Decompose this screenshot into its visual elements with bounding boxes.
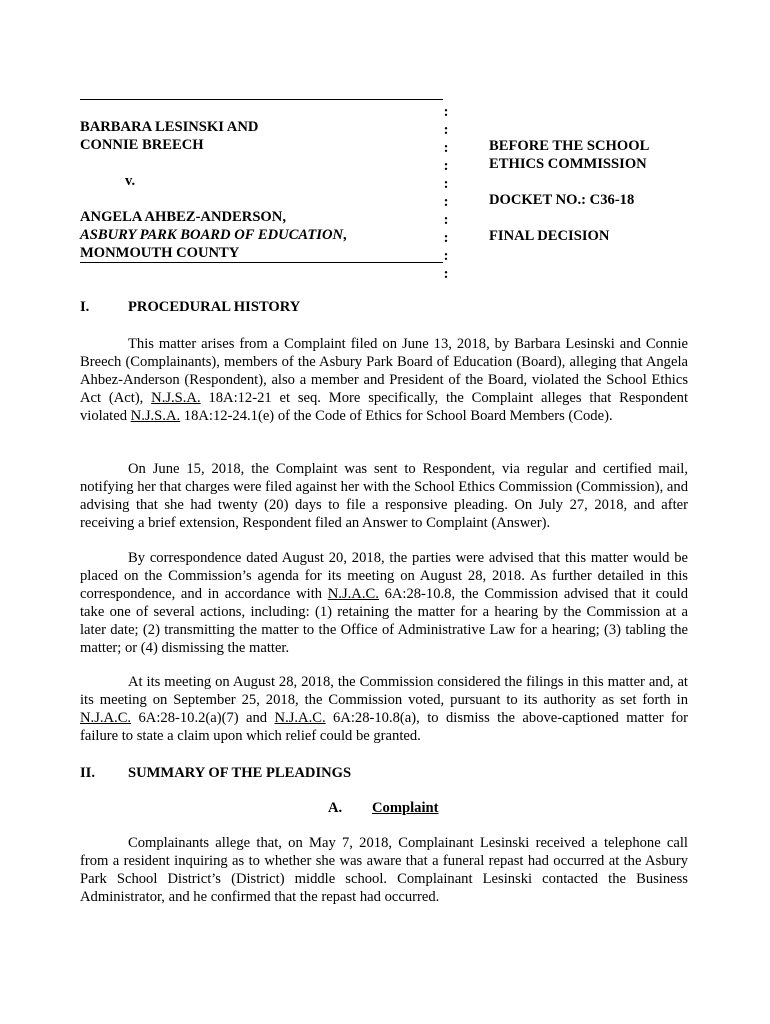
colon: : (443, 140, 449, 156)
respondent-name: ANGELA AHBEZ-ANDERSON, (80, 209, 286, 225)
citation: N.J.A.C. (327, 586, 379, 602)
docket-number: DOCKET NO.: C36-18 (489, 192, 635, 208)
paragraph-5 (80, 834, 688, 906)
complainant-line-1: BARBARA LESINSKI AND (80, 119, 259, 135)
paragraph-text: 6A:28-10.2(a)(7) and (131, 710, 275, 726)
respondent-county: MONMOUTH COUNTY (80, 245, 240, 261)
paragraph-3 (80, 549, 688, 657)
colon: : (443, 122, 449, 138)
citation: N.J.A.C. (80, 710, 132, 726)
paragraph-text: This matter arises from a Complaint filed on June 13, 2018, by Barbara Lesinski and Connie Breech (Complainants), members of the Asbury Park Board of Education (Board), alleging that Angela Ahbez-Anderson (Respondent), also a member and President of the Board, violated the School Ethics Act (Act), (80, 336, 688, 406)
colon: : (443, 104, 449, 120)
section-title: PROCEDURAL HISTORY (128, 299, 301, 315)
respondent-board-line (80, 226, 443, 244)
caption-parties (80, 99, 443, 263)
colon: : (443, 194, 449, 210)
colon: : (443, 248, 449, 264)
caption-tribunal (489, 137, 719, 245)
paragraph-text: At its meeting on August 28, 2018, the Commission considered the filings in this matter and, at its meeting on September 25, 2018, the Commission voted, pursuant to its authority as set forth in (80, 674, 688, 708)
paragraph-text: 6A:28-10.8(a), to dismiss the above-captioned matter for failure to state a claim upon which relief could be granted. (80, 710, 688, 744)
section-heading-procedural-history (80, 298, 300, 316)
tribunal-line-2: ETHICS COMMISSION (489, 156, 647, 172)
citation: N.J.S.A. (151, 390, 201, 406)
decision-type: FINAL DECISION (489, 228, 610, 244)
respondent-board: ASBURY PARK BOARD OF EDUCATION (80, 227, 344, 243)
paragraph-text: On June 15, 2018, the Complaint was sent to Respondent, via regular and certified mail, notifying her that charges were filed against her with the School Ethics Commission (Commission), and advising that she had twenty (20) days to file a responsive pleading. On July 27, 2018, and after receiving a brief extension, Respondent filed an Answer to Complaint (Answer). (80, 461, 688, 531)
section-number: I. (80, 299, 90, 315)
section-heading-summary-pleadings (80, 764, 351, 782)
subsection-heading-complaint (328, 799, 439, 817)
subsection-title: Complaint (372, 800, 439, 816)
paragraph-text: 18A:12-24.1(e) of the Code of Ethics for School Board Members (Code). (180, 408, 613, 424)
paragraph-text: 18A:12-21 et seq. More specifically, the Complaint alleges that Respondent violated (80, 390, 688, 424)
colon: : (443, 266, 449, 282)
paragraph-2 (80, 460, 688, 532)
respondent-board-comma: , (343, 227, 347, 243)
colon: : (443, 176, 449, 192)
complainant-line-2: CONNIE BREECH (80, 137, 204, 153)
citation: N.J.A.C. (274, 710, 326, 726)
colon: : (443, 158, 449, 174)
tribunal-line-1: BEFORE THE SCHOOL (489, 138, 650, 154)
caption-colon-column (440, 103, 452, 283)
citation: N.J.S.A. (130, 408, 181, 424)
section-number: II. (80, 765, 96, 781)
colon: : (443, 230, 449, 246)
versus-label: v. (125, 173, 136, 189)
paragraph-4 (80, 673, 688, 745)
colon: : (443, 212, 449, 228)
section-title: SUMMARY OF THE PLEADINGS (128, 765, 352, 781)
subsection-letter: A. (328, 800, 343, 816)
caption-bottom-rule (80, 262, 443, 263)
paragraph-1 (80, 335, 688, 425)
paragraph-text: 6A:28-10.8, the Commission advised that it could take one of several actions, including: (1) retaining the matter for a hearing by the Commission at a later date; (2) transmitting the matter to the Office of Administrative Law for a hearing; (3) tabling the matter; or (4) dismissing the matter. (80, 586, 688, 656)
paragraph-text: Complainants allege that, on May 7, 2018, Complainant Lesinski received a telephone call from a resident inquiring as to whether she was aware that a funeral repast had occurred at the Asbury Park School District’s (District) middle school. Complainant Lesinski contacted the Business Administrator, and he confirmed that the repast had occurred. (80, 835, 688, 905)
paragraph-text: By correspondence dated August 20, 2018, the parties were advised that this matter would be placed on the Commission’s agenda for its meeting on August 28, 2018. As further detailed in this correspondence, and in accordance with (80, 550, 688, 602)
